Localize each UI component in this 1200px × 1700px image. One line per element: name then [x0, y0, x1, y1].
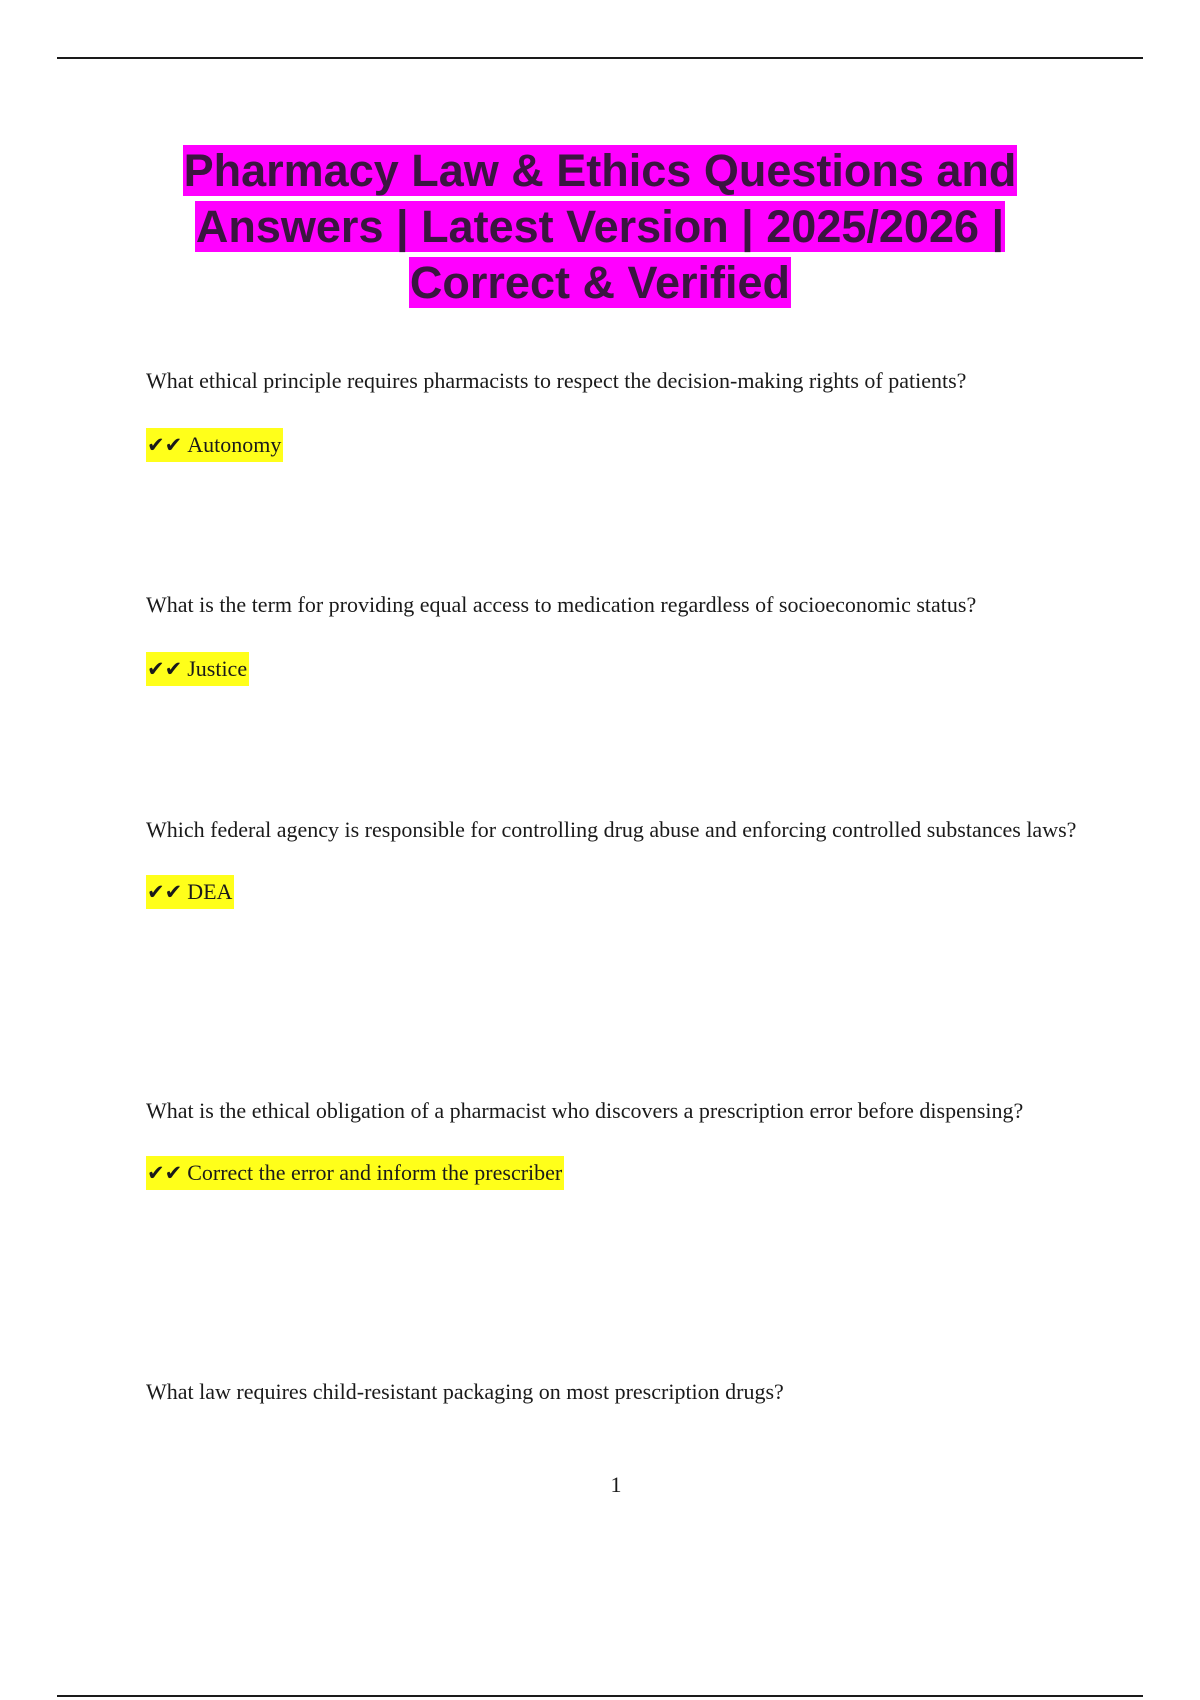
double-check-icon: ✔✔	[147, 433, 183, 457]
answer-highlight	[146, 428, 283, 462]
question-text: What is the term for providing equal access to medication regardless of socioeconomic status?	[146, 592, 977, 617]
document-title: Pharmacy Law & Ethics Questions and Answers | Latest Version | 2025/2026 | Correct & Verified	[183, 145, 1017, 308]
question-text: Which federal agency is responsible for controlling drug abuse and enforcing controlled substances laws?	[146, 817, 1077, 842]
double-check-icon: ✔✔	[147, 1161, 183, 1185]
answer-highlight	[146, 875, 234, 909]
qa-item	[146, 801, 1096, 909]
double-check-icon: ✔✔	[147, 880, 183, 904]
answer-text: DEA	[187, 879, 233, 904]
double-check-icon: ✔✔	[147, 657, 183, 681]
qa-item	[146, 576, 1096, 686]
answer-text: Autonomy	[187, 432, 282, 457]
qa-item	[146, 352, 1096, 462]
answer-text: Correct the error and inform the prescriber	[187, 1160, 563, 1185]
qa-item	[146, 1363, 1096, 1420]
question-text: What is the ethical obligation of a pharmacist who discovers a prescription error before dispensing?	[146, 1098, 1024, 1123]
question-text: What ethical principle requires pharmacists to respect the decision-making rights of patients?	[146, 368, 967, 393]
top-rule	[57, 57, 1143, 59]
bottom-rule	[57, 1695, 1143, 1697]
qa-item	[146, 1082, 1096, 1190]
question-text: What law requires child-resistant packaging on most prescription drugs?	[146, 1379, 784, 1404]
answer-highlight	[146, 1156, 564, 1190]
answer-highlight	[146, 652, 249, 686]
page-number: 1	[610, 1472, 622, 1497]
answer-text: Justice	[187, 656, 248, 681]
